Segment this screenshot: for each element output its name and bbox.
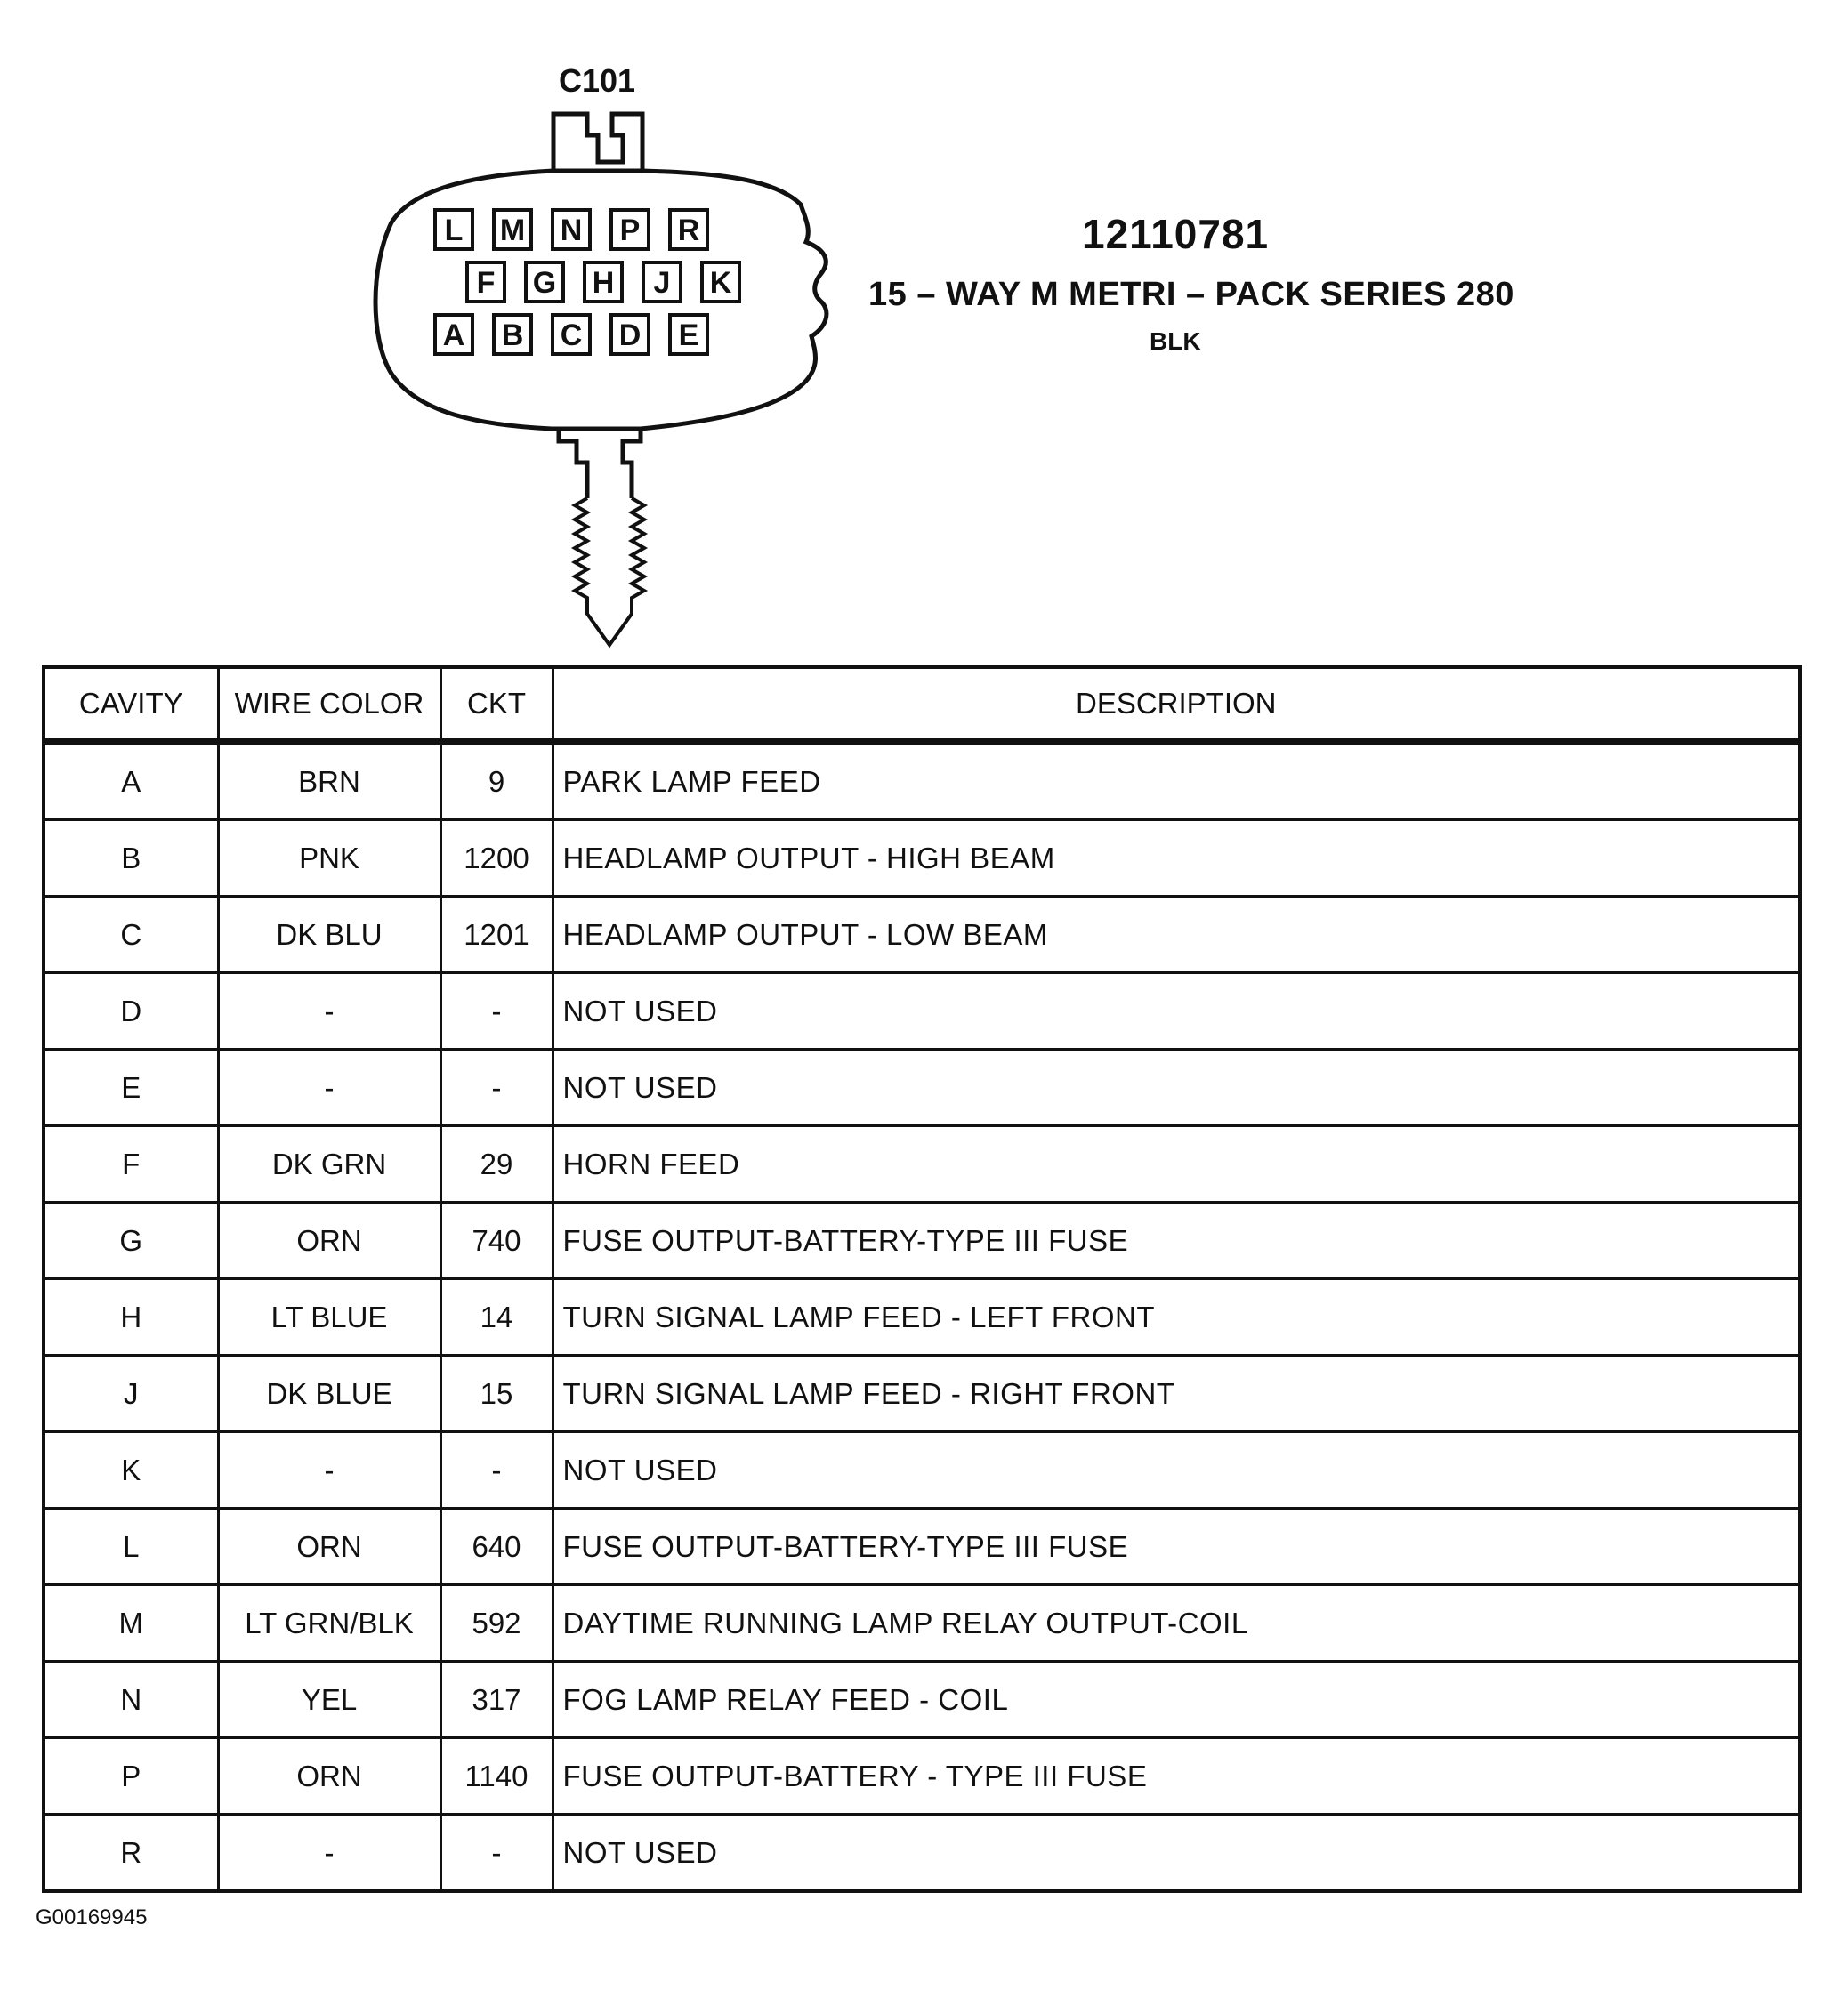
cavity-cell: H [44, 1279, 218, 1356]
cavity-cell: M [44, 1585, 218, 1662]
description-cell: FUSE OUTPUT-BATTERY-TYPE III FUSE [553, 1509, 1800, 1585]
header-ckt: CKT [440, 667, 553, 742]
ckt-cell: - [440, 1815, 553, 1892]
cavity-label: R [677, 213, 700, 247]
cavity-cell: L [44, 1509, 218, 1585]
ckt-cell: 317 [440, 1662, 553, 1738]
table-row [44, 1815, 1800, 1892]
description-cell: TURN SIGNAL LAMP FEED - RIGHT FRONT [553, 1356, 1800, 1432]
connector-diagram [0, 0, 1848, 658]
cavity-cell: R [44, 1815, 218, 1892]
part-number: 12110781 [1082, 211, 1270, 257]
wire-color-cell: ORN [218, 1509, 440, 1585]
cavity-label: N [560, 213, 583, 247]
description-cell: TURN SIGNAL LAMP FEED - LEFT FRONT [553, 1279, 1800, 1356]
table-row [44, 973, 1800, 1050]
ckt-cell: - [440, 1432, 553, 1509]
table-row [44, 1203, 1800, 1279]
description-cell: HORN FEED [553, 1126, 1800, 1203]
table-row [44, 742, 1800, 820]
cavity-label: M [499, 213, 526, 247]
cavity-cell: J [44, 1356, 218, 1432]
cavity-label: E [678, 318, 699, 352]
wire-color-cell: DK BLU [218, 897, 440, 973]
description-cell: HEADLAMP OUTPUT - LOW BEAM [553, 897, 1800, 973]
ckt-cell: - [440, 1050, 553, 1126]
wire-color-cell: BRN [218, 742, 440, 820]
cavity-label: P [619, 213, 641, 247]
table-body [44, 742, 1800, 1892]
cavity-label: H [592, 266, 615, 300]
cavity-label: K [709, 266, 732, 300]
cavity-cell: B [44, 820, 218, 897]
wire-color-cell: LT GRN/BLK [218, 1585, 440, 1662]
cavity-cell: K [44, 1432, 218, 1509]
ckt-cell: 640 [440, 1509, 553, 1585]
ckt-cell: 740 [440, 1203, 553, 1279]
ckt-cell: 1201 [440, 897, 553, 973]
cavity-cell: D [44, 973, 218, 1050]
description-cell: NOT USED [553, 1815, 1800, 1892]
cavity-label: F [476, 266, 496, 300]
header-description: DESCRIPTION [553, 667, 1800, 742]
description-cell: NOT USED [553, 973, 1800, 1050]
description-cell: HEADLAMP OUTPUT - HIGH BEAM [553, 820, 1800, 897]
description-cell: FUSE OUTPUT-BATTERY - TYPE III FUSE [553, 1738, 1800, 1815]
table-row [44, 1662, 1800, 1738]
wire-color-cell: - [218, 1815, 440, 1892]
connector-bolt [575, 498, 644, 645]
wire-color-cell: - [218, 973, 440, 1050]
table-header-row [44, 667, 1800, 742]
connector-id: C101 [559, 62, 636, 99]
header-cavity: CAVITY [44, 667, 218, 742]
table-row [44, 1050, 1800, 1126]
ckt-cell: - [440, 973, 553, 1050]
wire-color-cell: PNK [218, 820, 440, 897]
cavity-cell: G [44, 1203, 218, 1279]
table-row [44, 1585, 1800, 1662]
cavity-cell: F [44, 1126, 218, 1203]
wire-color-cell: LT BLUE [218, 1279, 440, 1356]
cavity-cell: E [44, 1050, 218, 1126]
connector-stem [559, 429, 641, 498]
cavity-label: D [618, 318, 642, 352]
cavity-cell: A [44, 742, 218, 820]
ckt-cell: 592 [440, 1585, 553, 1662]
cavity-label: A [442, 318, 465, 352]
description-cell: NOT USED [553, 1432, 1800, 1509]
ckt-cell: 29 [440, 1126, 553, 1203]
description-cell: FOG LAMP RELAY FEED - COIL [553, 1662, 1800, 1738]
description-cell: NOT USED [553, 1050, 1800, 1126]
table-row [44, 1279, 1800, 1356]
cavity-label: J [653, 266, 671, 300]
figure-id: G00169945 [36, 1905, 148, 1929]
ckt-cell: 15 [440, 1356, 553, 1432]
ckt-cell: 1200 [440, 820, 553, 897]
table-row [44, 1509, 1800, 1585]
wire-color-cell: - [218, 1050, 440, 1126]
wire-color-cell: DK BLUE [218, 1356, 440, 1432]
cavity-label: B [501, 318, 524, 352]
cavity-cell: N [44, 1662, 218, 1738]
table-row [44, 1126, 1800, 1203]
pinout-table [42, 665, 1802, 1893]
connector-latch [553, 114, 642, 171]
connector-color: BLK [1150, 327, 1201, 355]
cavity-cell: C [44, 897, 218, 973]
table-row [44, 897, 1800, 973]
table-row [44, 1738, 1800, 1815]
cavity-label: L [444, 213, 464, 247]
ckt-cell: 9 [440, 742, 553, 820]
table-row [44, 1432, 1800, 1509]
wire-color-cell: - [218, 1432, 440, 1509]
description-cell: FUSE OUTPUT-BATTERY-TYPE III FUSE [553, 1203, 1800, 1279]
wire-color-cell: YEL [218, 1662, 440, 1738]
cavity-grid [435, 210, 739, 354]
cavity-label: C [560, 318, 583, 352]
cavity-cell: P [44, 1738, 218, 1815]
table-row [44, 820, 1800, 897]
ckt-cell: 1140 [440, 1738, 553, 1815]
wire-color-cell: ORN [218, 1203, 440, 1279]
wire-color-cell: DK GRN [218, 1126, 440, 1203]
description-cell: PARK LAMP FEED [553, 742, 1800, 820]
description-cell: DAYTIME RUNNING LAMP RELAY OUTPUT-COIL [553, 1585, 1800, 1662]
wire-color-cell: ORN [218, 1738, 440, 1815]
cavity-label: G [532, 266, 557, 300]
connector-series: 15 – WAY M METRI – PACK SERIES 280 [868, 276, 1514, 313]
table-row [44, 1356, 1800, 1432]
header-wire-color: WIRE COLOR [218, 667, 440, 742]
ckt-cell: 14 [440, 1279, 553, 1356]
